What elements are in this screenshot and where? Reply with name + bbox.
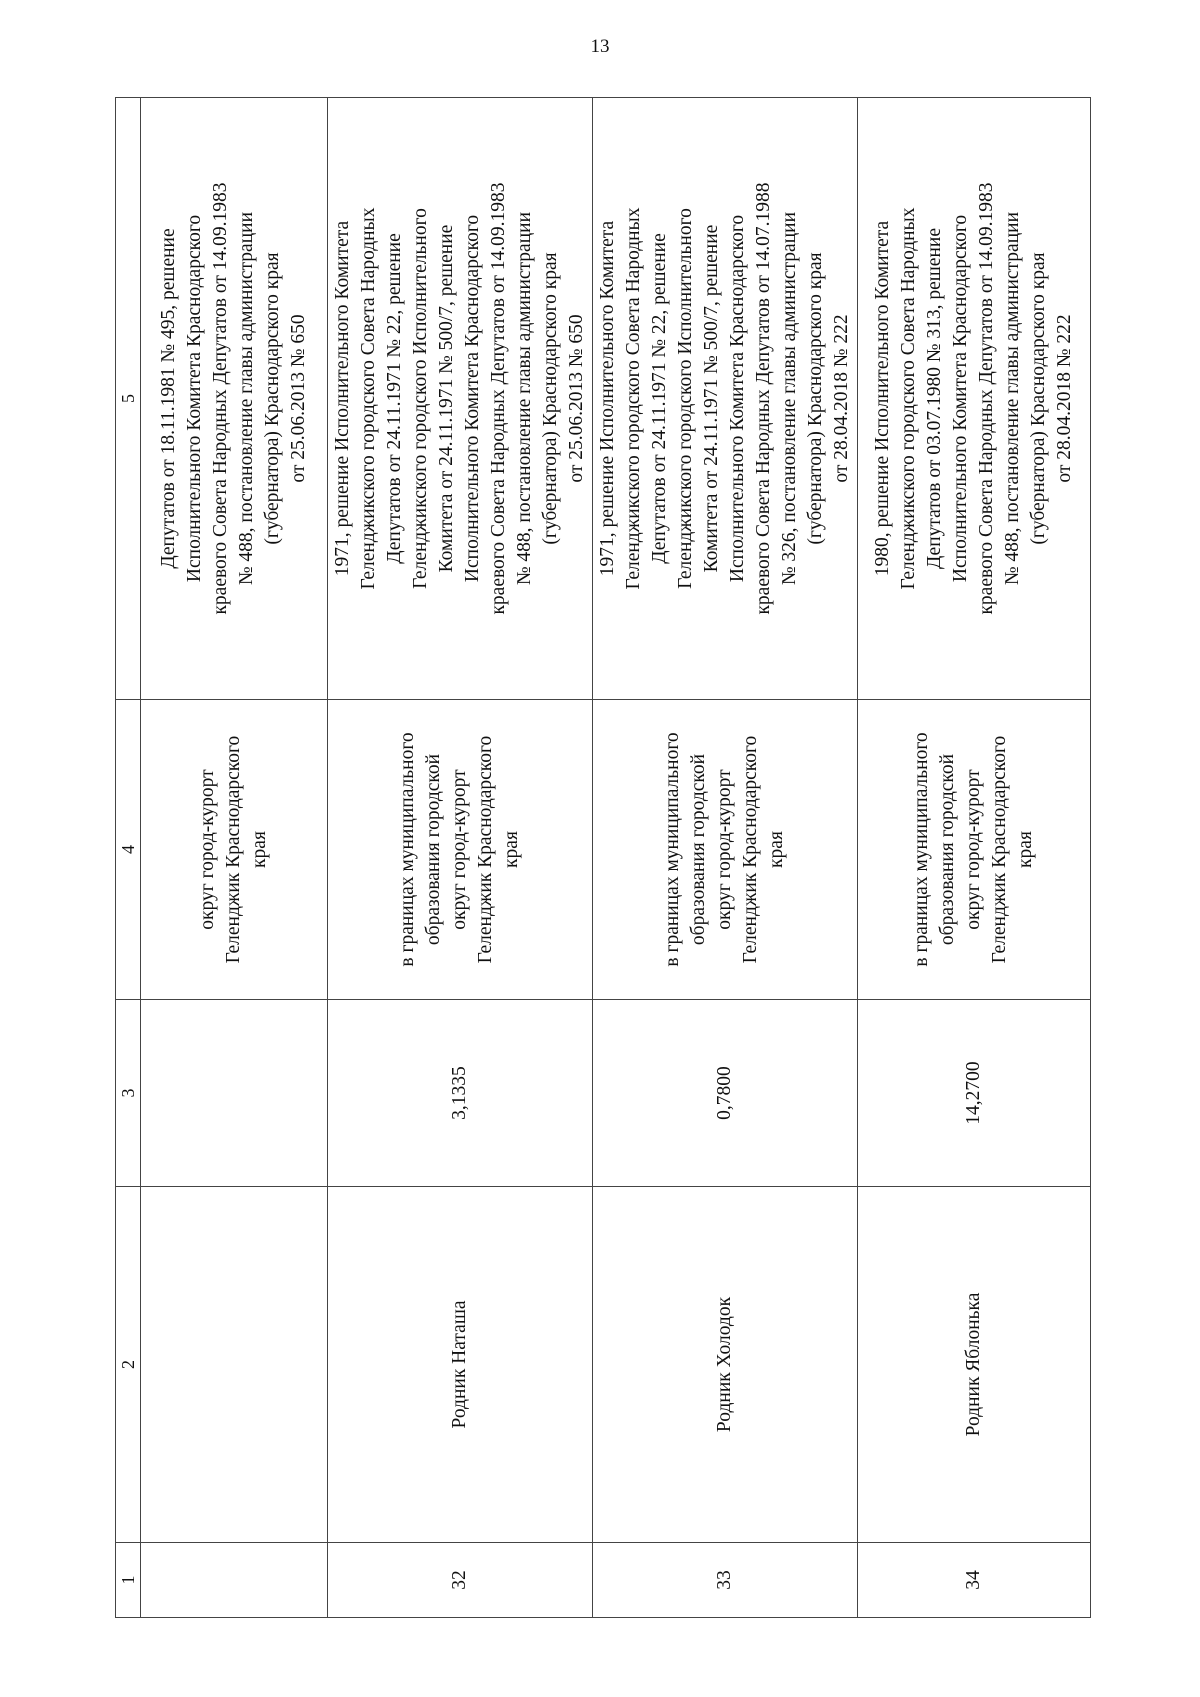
basis-line: № 488, постановление главы администрации: [236, 211, 257, 586]
basis-line: Исполнительного Комитета Краснодарского: [184, 214, 205, 583]
column-number-row: [116, 98, 141, 1618]
location-line: в границах муниципального: [911, 732, 932, 967]
basis-line: Геленджикского городского Исполнительного: [410, 208, 431, 589]
spring-location: [141, 700, 328, 1000]
basis-line: от 25.06.2013 № 650: [288, 314, 309, 483]
basis-line: (губернатора) Краснодарского края: [805, 252, 826, 545]
basis-line: (губернатора) Краснодарского края: [262, 252, 283, 545]
spring-name: [141, 1187, 328, 1543]
basis-line: Геленджикского городского Совета Народных: [358, 207, 379, 590]
location-line: края: [501, 831, 522, 868]
legal-basis: [141, 98, 328, 700]
basis-line: краевого Совета Народных Депутатов от 14.07.1988: [753, 182, 774, 615]
page-number: 13: [590, 36, 610, 57]
spring-area: 14,2700: [858, 1000, 1091, 1187]
basis-line: 1971, решение Исполнительного Комитета: [332, 220, 353, 577]
basis-line: (губернатора) Краснодарского края: [540, 252, 561, 545]
column-number-1: 1: [116, 1543, 141, 1618]
location-line: в границах муниципального: [662, 732, 683, 967]
column-number-5: 5: [116, 98, 141, 700]
location-line: края: [249, 831, 270, 868]
basis-line: от 28.04.2018 № 222: [831, 314, 852, 483]
basis-line: № 326, постановление главы администрации: [779, 211, 800, 586]
location-line: образования городской: [688, 753, 709, 946]
rotated-table-container: [115, 98, 1090, 1618]
basis-line: от 28.04.2018 № 222: [1054, 314, 1075, 483]
column-number-4: 4: [116, 700, 141, 1000]
location-line: Геленджик Краснодарского: [223, 735, 244, 964]
spring-name: Родник Наташа: [328, 1187, 593, 1543]
basis-line: № 488, постановление главы администрации: [514, 211, 535, 586]
table-row-32: [328, 98, 593, 1618]
location-line: округ город-курорт: [449, 769, 470, 930]
row-number: [141, 1543, 328, 1618]
basis-line: Депутатов от 24.11.1971 № 22, решение: [649, 233, 670, 564]
spring-location: [858, 700, 1091, 1000]
basis-line: Комитета от 24.11.1971 № 500/7, решение: [436, 224, 457, 573]
spring-area: [141, 1000, 328, 1187]
location-line: округ город-курорт: [197, 769, 218, 930]
table-row-continued: [141, 98, 328, 1618]
spring-name: Родник Яблонька: [858, 1187, 1091, 1543]
row-number: 33: [593, 1543, 858, 1618]
basis-line: Депутатов от 24.11.1971 № 22, решение: [384, 233, 405, 564]
location-line: края: [766, 831, 787, 868]
rotated-table-frame: [115, 98, 1090, 1618]
basis-line: Геленджикского городского Исполнительного: [675, 208, 696, 589]
spring-area: 3,1335: [328, 1000, 593, 1187]
table-row-34: [858, 98, 1091, 1618]
basis-line: от 25.06.2013 № 650: [566, 314, 587, 483]
legal-basis: [593, 98, 858, 700]
legal-basis: [858, 98, 1091, 700]
spring-name: Родник Холодок: [593, 1187, 858, 1543]
basis-line: краевого Совета Народных Депутатов от 14.09.1983: [488, 182, 509, 615]
basis-line: 1971, решение Исполнительного Комитета: [597, 220, 618, 577]
basis-line: краевого Совета Народных Депутатов от 14.09.1983: [976, 182, 997, 615]
basis-line: Депутатов от 03.07.1980 № 313, решение: [924, 228, 945, 569]
location-line: образования городской: [423, 753, 444, 946]
location-line: Геленджик Краснодарского: [740, 735, 761, 964]
basis-line: 1980, решение Исполнительного Комитета: [872, 220, 893, 577]
location-line: края: [1015, 831, 1036, 868]
basis-line: Депутатов от 18.11.1981 № 495, решение: [158, 228, 179, 569]
basis-line: Исполнительного Комитета Краснодарского: [462, 214, 483, 583]
basis-line: (губернатора) Краснодарского края: [1028, 252, 1049, 545]
column-number-3: 3: [116, 1000, 141, 1187]
location-line: Геленджик Краснодарского: [989, 735, 1010, 964]
legal-basis: [328, 98, 593, 700]
spring-area: 0,7800: [593, 1000, 858, 1187]
column-number-2: 2: [116, 1187, 141, 1543]
table-row-33: [593, 98, 858, 1618]
basis-line: Исполнительного Комитета Краснодарского: [727, 214, 748, 583]
location-line: образования городской: [937, 753, 958, 946]
spring-location: [328, 700, 593, 1000]
basis-line: Геленджикского городского Совета Народных: [898, 207, 919, 590]
basis-line: Геленджикского городского Совета Народных: [623, 207, 644, 590]
spring-location: [593, 700, 858, 1000]
location-line: округ город-курорт: [714, 769, 735, 930]
row-number: 32: [328, 1543, 593, 1618]
basis-line: краевого Совета Народных Депутатов от 14.09.1983: [210, 182, 231, 615]
location-line: Геленджик Краснодарского: [475, 735, 496, 964]
location-line: округ город-курорт: [963, 769, 984, 930]
registry-table: [115, 97, 1091, 1618]
location-line: в границах муниципального: [397, 732, 418, 967]
basis-line: Комитета от 24.11.1971 № 500/7, решение: [701, 224, 722, 573]
basis-line: Исполнительного Комитета Краснодарского: [950, 214, 971, 583]
row-number: 34: [858, 1543, 1091, 1618]
basis-line: № 488, постановление главы администрации: [1002, 211, 1023, 586]
